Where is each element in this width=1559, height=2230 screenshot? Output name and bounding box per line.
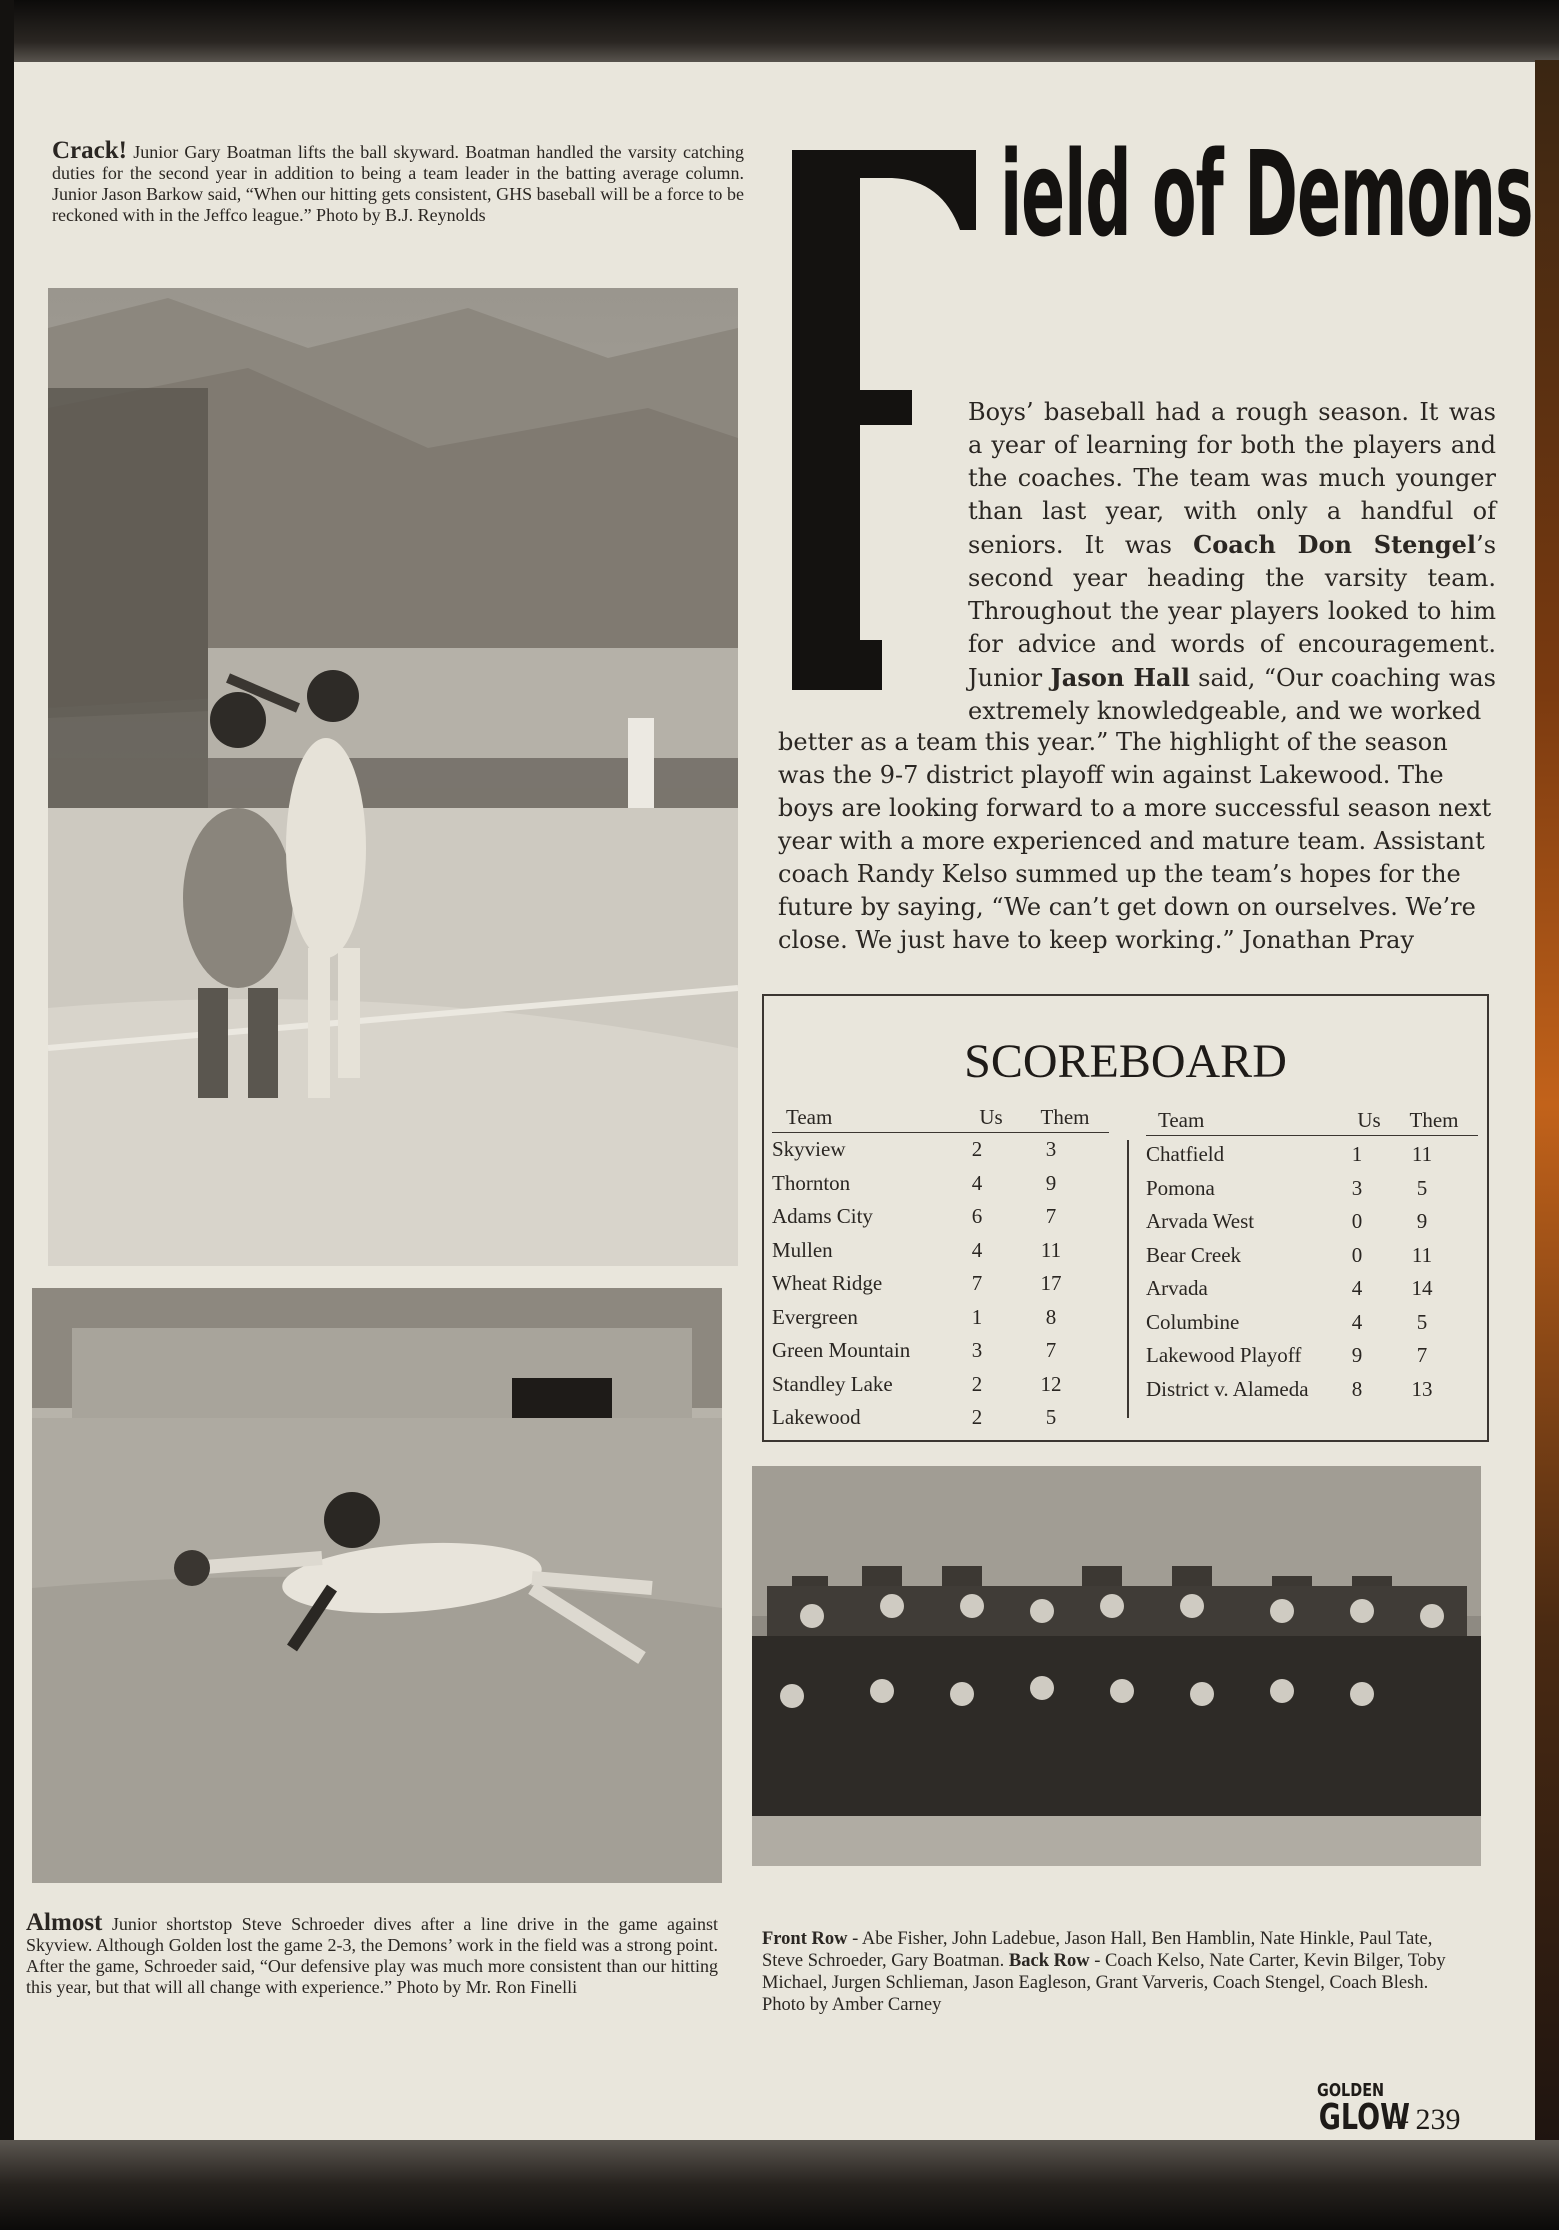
caption-team-photo [762,1928,1468,2016]
scoreboard-right-table [1146,1108,1478,1406]
back-row-label: Back Row [1008,1951,1090,1971]
row-team: Evergreen [772,1304,858,1329]
golden-glow-logo [1310,2080,1410,2138]
scoreboard-right-rows [1146,1138,1478,1406]
row-us: 3 [1351,1175,1363,1200]
row-team: Pomona [1146,1175,1215,1200]
row-team: Arvada West [1146,1209,1255,1234]
scoreboard-divider [1127,1140,1129,1418]
row-us: 2 [971,1371,983,1396]
score-row [1146,1172,1478,1206]
row-them: 7 [1045,1338,1057,1363]
score-row [772,1133,1109,1167]
page-number: – 239 [1393,2103,1461,2136]
score-row [772,1234,1109,1268]
row-us: 6 [971,1204,983,1229]
row-team: Standley Lake [772,1371,893,1396]
score-row [772,1200,1109,1234]
row-team: Chatfield [1146,1142,1225,1167]
row-team: Thornton [772,1170,851,1195]
caption-body: Junior shortstop Steve Schroeder dives after a line drive in the game against Skyview. Although Golden lost the game 2-3, the Demons’ work in the field was a strong point. After the game, Schroeder said, “Our defensive play was much more consistent than our hitting this year, but that will all change with experience.” Photo by Mr. Ron Finelli [26,1914,718,1997]
row-us: 7 [971,1271,983,1296]
row-us: 4 [971,1170,983,1195]
header-team: Team [1158,1108,1205,1132]
front-row-names: - Abe Fisher, John Ladebue, Jason Hall, Ben Hamblin, Nate Hinkle, Paul Tate, Steve Schroeder, Gary Boatman. [762,1929,1433,1971]
row-them: 11 [1040,1237,1062,1262]
caption-body: Junior Gary Boatman lifts the ball skyward. Boatman handled the varsity catching duties for the second year in addition to being a team leader in the batting average column. Junior Jason Barkow said, “When our hitting gets consistent, GHS baseball will be a force to be reckoned with in the Jeffco league.” Photo by B.J. Reynolds [52,142,744,225]
row-us: 4 [971,1237,983,1262]
story-paragraph-narrow [968,396,1496,728]
row-team: District v. Alameda [1146,1376,1309,1401]
row-us: 0 [1351,1209,1363,1234]
row-them: 5 [1416,1309,1428,1334]
row-them: 14 [1411,1276,1433,1301]
score-row [772,1368,1109,1402]
score-row [1146,1205,1478,1239]
player-name: Jason Hall [1050,663,1190,692]
score-row [1146,1339,1478,1373]
score-row [1146,1373,1478,1407]
row-us: 4 [1351,1309,1363,1334]
row-team: Columbine [1146,1309,1240,1334]
score-row [1146,1239,1478,1273]
header-them: Them [1040,1105,1090,1129]
row-them: 12 [1040,1371,1062,1396]
header-team: Team [786,1105,833,1129]
logo-bottom-word: GLOW [1318,2097,1410,2138]
row-us: 1 [971,1304,983,1329]
header-them: Them [1409,1108,1459,1132]
coach-name: Coach Don Stengel [1193,530,1477,559]
row-team: Skyview [772,1137,846,1162]
header-us: Us [1357,1108,1381,1132]
caption-lead-word: Almost [26,1909,103,1936]
row-team: Green Mountain [772,1338,911,1363]
scoreboard-right-header [1146,1108,1478,1136]
story-paragraph-wide: better as a team this year.” The highlight of the season was the 9-7 district playoff win against Lakewood. The boys are looking forward to a more successful season next year with a more experienced and mature team. Assistant coach Randy Kelso summed up the team’s hopes for the future by saying, “We can’t get down on ourselves. We’re close. We just have to keep working.” Jonathan Pray [778,728,1492,954]
row-them: 11 [1411,1142,1433,1167]
row-them: 13 [1411,1376,1433,1401]
row-team: Lakewood [772,1405,861,1430]
header-us: Us [979,1105,1003,1129]
headline-dropcap [792,150,982,690]
row-us: 9 [1351,1343,1363,1368]
dropcap-letter: F [886,450,888,451]
scan-border-bottom [0,2140,1559,2230]
caption-lead-word: Crack! [52,137,127,164]
row-them: 3 [1045,1137,1057,1162]
row-them: 11 [1411,1242,1433,1267]
scoreboard-left-table [772,1105,1109,1435]
row-us: 0 [1351,1242,1363,1267]
score-row [772,1167,1109,1201]
row-us: 3 [971,1338,983,1363]
score-row [772,1401,1109,1435]
row-them: 5 [1045,1405,1057,1430]
scoreboard-left-header [772,1105,1109,1133]
row-team: Mullen [772,1237,833,1262]
row-us: 4 [1351,1276,1363,1301]
row-them: 8 [1045,1304,1057,1329]
row-team: Arvada [1146,1276,1208,1301]
row-them: 7 [1045,1204,1057,1229]
score-row [1146,1272,1478,1306]
score-row [772,1267,1109,1301]
back-row-names: - Coach Kelso, Nate Carter, Kevin Bilger, Toby Michael, Jurgen Schlieman, Jason Eagleson, Grant Varveris, Coach Stengel, Coach Blesh. Photo by Amber Carney [762,1951,1446,2015]
scoreboard-title: SCOREBOARD [964,1035,1287,1088]
adjacent-page-edge [1535,60,1559,2150]
caption-batting-photo [52,137,744,226]
photo-shortstop-dive [32,1288,722,1883]
score-row [1146,1138,1478,1172]
headline-title: ield of Demons [1000,125,1533,263]
row-us: 8 [1351,1376,1363,1401]
row-them: 17 [1040,1271,1062,1296]
photo-team-group [752,1466,1481,1866]
row-us: 2 [971,1405,983,1430]
row-team: Adams City [772,1204,873,1229]
score-row [772,1334,1109,1368]
score-row [772,1301,1109,1335]
photo-batter-at-plate [48,288,738,1266]
row-team: Lakewood Playoff [1146,1343,1302,1368]
story-text-3: said, “Our coaching was extremely knowledgeable, and we worked [968,664,1496,725]
logo-top-word: GOLDEN [1317,2080,1385,2101]
row-us: 2 [971,1137,983,1162]
scan-border-left [0,0,14,2230]
row-them: 5 [1416,1175,1428,1200]
row-them: 7 [1416,1343,1428,1368]
front-row-label: Front Row [762,1929,848,1949]
caption-dive-photo [26,1909,718,1998]
row-team: Bear Creek [1146,1242,1242,1267]
row-them: 9 [1416,1209,1428,1234]
story-text-1: Boys’ baseball had a rough season. It was a year of learning for both the players and the coaches. The team was much younger than last year, with only a handful of seniors. It was [968,398,1496,559]
row-team: Wheat Ridge [772,1271,883,1296]
row-us: 1 [1351,1142,1363,1167]
story-text-2: ’s second year heading the varsity team. Throughout the year players looked to him for advice and words of encouragement. Junior [968,531,1497,692]
scan-border-top [0,0,1559,70]
row-them: 9 [1045,1170,1057,1195]
score-row [1146,1306,1478,1340]
scoreboard-left-rows [772,1133,1109,1435]
